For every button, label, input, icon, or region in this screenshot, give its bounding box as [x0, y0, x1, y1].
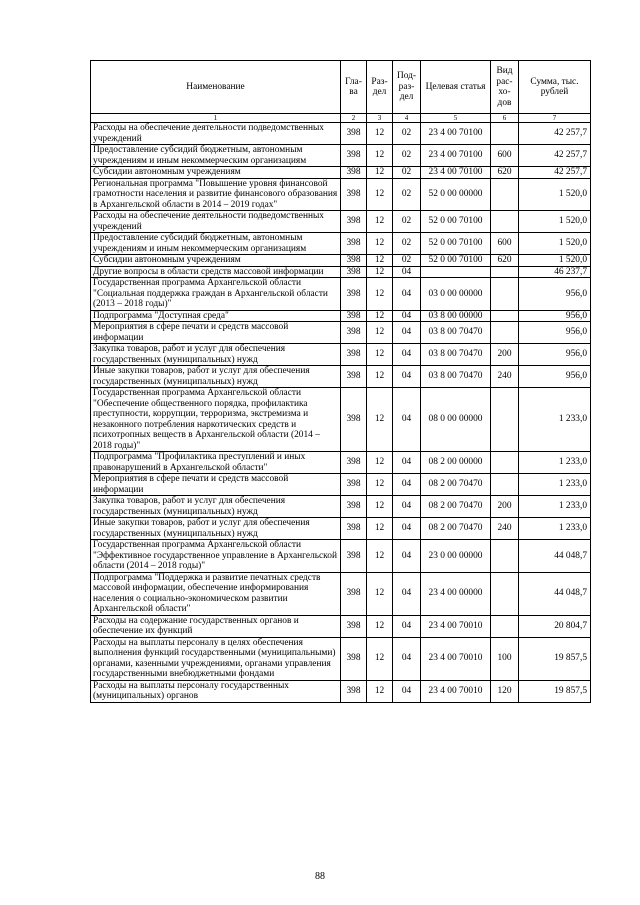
- row-statya-cell: 52 0 00 00000: [421, 178, 491, 211]
- row-vid-cell: [491, 310, 519, 322]
- row-statya-cell: 23 4 00 70010: [421, 680, 491, 702]
- row-summa-cell: 46 237,7: [519, 266, 591, 278]
- row-razdel-cell: 12: [367, 344, 393, 366]
- row-glava-cell: 398: [341, 266, 367, 278]
- row-razdel-cell: 12: [367, 211, 393, 233]
- row-glava-cell: 398: [341, 211, 367, 233]
- row-name-cell: Государственная программа Архангельской области "Обеспечение общественного порядка, профилактика преступности, коррупции, терроризма, экстремизма и незаконного потребления наркотических средств и психотропных веществ в Архангельской области (2014 – 2018 годы)": [91, 388, 341, 452]
- row-podrazdel-cell: 04: [393, 366, 421, 388]
- header-summa: Сумма, тыс. рублей: [519, 61, 591, 114]
- row-podrazdel-cell: 04: [393, 540, 421, 573]
- row-name-cell: Подпрограмма "Доступная среда": [91, 310, 341, 322]
- row-name-cell: Подпрограмма "Профилактика преступлений и иных правонарушений в Архангельской области": [91, 452, 341, 474]
- row-summa-cell: 956,0: [519, 344, 591, 366]
- row-glava-cell: 398: [341, 366, 367, 388]
- row-vid-cell: 620: [491, 255, 519, 267]
- row-razdel-cell: 12: [367, 518, 393, 540]
- row-statya-cell: 03 8 00 70470: [421, 366, 491, 388]
- row-vid-cell: [491, 266, 519, 278]
- row-podrazdel-cell: 04: [393, 496, 421, 518]
- row-podrazdel-cell: 02: [393, 167, 421, 179]
- row-statya-cell: 23 4 00 70100: [421, 123, 491, 145]
- row-statya-cell: 08 2 00 70470: [421, 518, 491, 540]
- table-row: [91, 167, 591, 179]
- row-name-cell: Закупка товаров, работ и услуг для обеспечения государственных (муниципальных) нужд: [91, 496, 341, 518]
- row-name-cell: Иные закупки товаров, работ и услуг для обеспечения государственных (муниципальных) нужд: [91, 518, 341, 540]
- row-summa-cell: 1 233,0: [519, 474, 591, 496]
- row-podrazdel-cell: 02: [393, 255, 421, 267]
- row-statya-cell: 08 2 00 70470: [421, 474, 491, 496]
- row-statya-cell: 08 2 00 00000: [421, 452, 491, 474]
- row-podrazdel-cell: 04: [393, 452, 421, 474]
- col-number: 3: [367, 114, 393, 123]
- row-razdel-cell: 12: [367, 540, 393, 573]
- row-razdel-cell: 12: [367, 145, 393, 167]
- row-podrazdel-cell: 02: [393, 178, 421, 211]
- row-summa-cell: 1 520,0: [519, 255, 591, 267]
- row-vid-cell: 600: [491, 233, 519, 255]
- table-row: [91, 572, 591, 615]
- table-row: [91, 145, 591, 167]
- table-row: [91, 366, 591, 388]
- row-summa-cell: 42 257,7: [519, 145, 591, 167]
- row-name-cell: Мероприятия в сфере печати и средств массовой информации: [91, 322, 341, 344]
- row-vid-cell: 600: [491, 145, 519, 167]
- row-statya-cell: 52 0 00 70100: [421, 211, 491, 233]
- row-glava-cell: 398: [341, 278, 367, 311]
- row-summa-cell: 956,0: [519, 322, 591, 344]
- row-name-cell: Расходы на обеспечение деятельности подведомственных учреждений: [91, 123, 341, 145]
- row-razdel-cell: 12: [367, 572, 393, 615]
- row-vid-cell: 200: [491, 344, 519, 366]
- row-statya-cell: 23 4 00 70010: [421, 637, 491, 680]
- row-statya-cell: 52 0 00 70100: [421, 233, 491, 255]
- row-razdel-cell: 12: [367, 310, 393, 322]
- row-name-cell: Иные закупки товаров, работ и услуг для обеспечения государственных (муниципальных) нужд: [91, 366, 341, 388]
- row-razdel-cell: 12: [367, 474, 393, 496]
- table-row: [91, 518, 591, 540]
- row-summa-cell: 1 233,0: [519, 518, 591, 540]
- column-number-row: [91, 114, 591, 123]
- row-podrazdel-cell: 04: [393, 278, 421, 311]
- row-podrazdel-cell: 04: [393, 572, 421, 615]
- row-vid-cell: [491, 123, 519, 145]
- row-statya-cell: 52 0 00 70100: [421, 255, 491, 267]
- row-summa-cell: 42 257,7: [519, 123, 591, 145]
- row-name-cell: Государственная программа Архангельской области "Эффективное государственное управление в Архангельской области (2014 – 2018 годы)": [91, 540, 341, 573]
- col-number: 2: [341, 114, 367, 123]
- row-name-cell: Подпрограмма "Поддержка и развитие печатных средств массовой информации, обеспечение информирования населения о социально-экономическом развитии Архангельской области": [91, 572, 341, 615]
- row-podrazdel-cell: 04: [393, 474, 421, 496]
- row-glava-cell: 398: [341, 233, 367, 255]
- row-summa-cell: 1 520,0: [519, 211, 591, 233]
- row-statya-cell: 23 4 00 70010: [421, 615, 491, 637]
- row-name-cell: Расходы на содержание государственных органов и обеспечение их функций: [91, 615, 341, 637]
- row-podrazdel-cell: 02: [393, 211, 421, 233]
- row-summa-cell: 19 857,5: [519, 637, 591, 680]
- table-row: [91, 211, 591, 233]
- row-razdel-cell: 12: [367, 123, 393, 145]
- row-glava-cell: 398: [341, 344, 367, 366]
- row-glava-cell: 398: [341, 452, 367, 474]
- header-podrazdel: Под-раз-дел: [393, 61, 421, 114]
- row-vid-cell: 200: [491, 496, 519, 518]
- row-statya-cell: [421, 266, 491, 278]
- table-row: [91, 637, 591, 680]
- row-razdel-cell: 12: [367, 680, 393, 702]
- row-podrazdel-cell: 02: [393, 123, 421, 145]
- row-glava-cell: 398: [341, 322, 367, 344]
- row-vid-cell: [491, 615, 519, 637]
- table-row: [91, 615, 591, 637]
- row-vid-cell: [491, 322, 519, 344]
- row-summa-cell: 1 233,0: [519, 496, 591, 518]
- page-number: 88: [315, 871, 325, 882]
- row-name-cell: Государственная программа Архангельской области "Социальная поддержка граждан в Архангельской области (2013 – 2018 годы)": [91, 278, 341, 311]
- row-name-cell: Региональная программа "Повышение уровня финансовой грамотности населения и развитие финансового образования в Архангельской области в 2014 – 2019 годах": [91, 178, 341, 211]
- row-podrazdel-cell: 04: [393, 518, 421, 540]
- row-vid-cell: 100: [491, 637, 519, 680]
- row-razdel-cell: 12: [367, 178, 393, 211]
- header-statya: Целевая статья: [421, 61, 491, 114]
- row-summa-cell: 956,0: [519, 366, 591, 388]
- table-row: [91, 540, 591, 573]
- table-row: [91, 266, 591, 278]
- table-row: [91, 680, 591, 702]
- row-glava-cell: 398: [341, 310, 367, 322]
- row-razdel-cell: 12: [367, 637, 393, 680]
- row-statya-cell: 08 2 00 70470: [421, 496, 491, 518]
- col-number: 6: [491, 114, 519, 123]
- row-name-cell: Другие вопросы в области средств массовой информации: [91, 266, 341, 278]
- row-statya-cell: 23 4 00 70100: [421, 167, 491, 179]
- row-razdel-cell: 12: [367, 233, 393, 255]
- row-summa-cell: 1 233,0: [519, 452, 591, 474]
- table-row: [91, 344, 591, 366]
- row-glava-cell: 398: [341, 615, 367, 637]
- row-podrazdel-cell: 02: [393, 145, 421, 167]
- row-razdel-cell: 12: [367, 266, 393, 278]
- row-statya-cell: 23 0 00 00000: [421, 540, 491, 573]
- row-statya-cell: 23 4 00 70100: [421, 145, 491, 167]
- row-name-cell: Предоставление субсидий бюджетным, автономным учреждениям и иным некоммерческим организациям: [91, 233, 341, 255]
- table-body: [91, 123, 591, 703]
- row-summa-cell: 1 520,0: [519, 233, 591, 255]
- table-row: [91, 278, 591, 311]
- row-name-cell: Предоставление субсидий бюджетным, автономным учреждениям и иным некоммерческим организациям: [91, 145, 341, 167]
- row-vid-cell: [491, 388, 519, 452]
- row-name-cell: Мероприятия в сфере печати и средств массовой информации: [91, 474, 341, 496]
- row-name-cell: Расходы на выплаты персоналу в целях обеспечения выполнения функций государственными (муниципальными) органами, казенными учреждениями, органами управления государственными внебюджетными фондами: [91, 637, 341, 680]
- table-row: [91, 233, 591, 255]
- table-row: [91, 310, 591, 322]
- header-glava: Гла-ва: [341, 61, 367, 114]
- row-podrazdel-cell: 02: [393, 233, 421, 255]
- row-glava-cell: 398: [341, 680, 367, 702]
- row-summa-cell: 1 520,0: [519, 178, 591, 211]
- row-razdel-cell: 12: [367, 615, 393, 637]
- row-razdel-cell: 12: [367, 452, 393, 474]
- row-podrazdel-cell: 04: [393, 615, 421, 637]
- row-glava-cell: 398: [341, 637, 367, 680]
- row-podrazdel-cell: 04: [393, 266, 421, 278]
- row-summa-cell: 44 048,7: [519, 572, 591, 615]
- row-vid-cell: 240: [491, 366, 519, 388]
- row-summa-cell: 42 257,7: [519, 167, 591, 179]
- row-glava-cell: 398: [341, 540, 367, 573]
- budget-table: [90, 60, 591, 703]
- row-glava-cell: 398: [341, 388, 367, 452]
- row-razdel-cell: 12: [367, 366, 393, 388]
- row-razdel-cell: 12: [367, 167, 393, 179]
- table-row: [91, 474, 591, 496]
- row-statya-cell: 03 8 00 70470: [421, 344, 491, 366]
- row-glava-cell: 398: [341, 167, 367, 179]
- row-glava-cell: 398: [341, 496, 367, 518]
- row-summa-cell: 956,0: [519, 278, 591, 311]
- table-header-row: [91, 61, 591, 114]
- row-statya-cell: 03 8 00 70470: [421, 322, 491, 344]
- row-vid-cell: 620: [491, 167, 519, 179]
- table-row: [91, 322, 591, 344]
- row-vid-cell: [491, 278, 519, 311]
- col-number: 4: [393, 114, 421, 123]
- row-summa-cell: 1 233,0: [519, 388, 591, 452]
- header-vid: Вид рас-хо-дов: [491, 61, 519, 114]
- row-podrazdel-cell: 04: [393, 310, 421, 322]
- col-number: 5: [421, 114, 491, 123]
- row-podrazdel-cell: 04: [393, 637, 421, 680]
- row-podrazdel-cell: 04: [393, 344, 421, 366]
- row-summa-cell: 20 804,7: [519, 615, 591, 637]
- row-vid-cell: [491, 540, 519, 573]
- row-vid-cell: [491, 178, 519, 211]
- header-razdel: Раз-дел: [367, 61, 393, 114]
- row-vid-cell: [491, 474, 519, 496]
- row-razdel-cell: 12: [367, 388, 393, 452]
- row-vid-cell: 240: [491, 518, 519, 540]
- row-glava-cell: 398: [341, 474, 367, 496]
- row-razdel-cell: 12: [367, 278, 393, 311]
- header-name: Наименование: [91, 61, 341, 114]
- row-glava-cell: 398: [341, 255, 367, 267]
- row-summa-cell: 956,0: [519, 310, 591, 322]
- row-glava-cell: 398: [341, 123, 367, 145]
- row-summa-cell: 44 048,7: [519, 540, 591, 573]
- row-name-cell: Закупка товаров, работ и услуг для обеспечения государственных (муниципальных) нужд: [91, 344, 341, 366]
- row-name-cell: Расходы на выплаты персоналу государственных (муниципальных) органов: [91, 680, 341, 702]
- row-podrazdel-cell: 04: [393, 322, 421, 344]
- row-razdel-cell: 12: [367, 322, 393, 344]
- table-row: [91, 452, 591, 474]
- table-row: [91, 388, 591, 452]
- row-vid-cell: [491, 211, 519, 233]
- col-number: 1: [91, 114, 341, 123]
- row-glava-cell: 398: [341, 518, 367, 540]
- row-glava-cell: 398: [341, 145, 367, 167]
- row-name-cell: Субсидии автономным учреждениям: [91, 167, 341, 179]
- row-statya-cell: 03 0 00 00000: [421, 278, 491, 311]
- table-row: [91, 496, 591, 518]
- col-number: 7: [519, 114, 591, 123]
- table-row: [91, 255, 591, 267]
- row-name-cell: Субсидии автономным учреждениям: [91, 255, 341, 267]
- budget-table-page: [90, 60, 590, 703]
- row-podrazdel-cell: 04: [393, 388, 421, 452]
- row-statya-cell: 03 8 00 00000: [421, 310, 491, 322]
- row-statya-cell: 23 4 00 00000: [421, 572, 491, 615]
- table-row: [91, 178, 591, 211]
- row-statya-cell: 08 0 00 00000: [421, 388, 491, 452]
- row-vid-cell: 120: [491, 680, 519, 702]
- row-glava-cell: 398: [341, 572, 367, 615]
- row-summa-cell: 19 857,5: [519, 680, 591, 702]
- row-podrazdel-cell: 04: [393, 680, 421, 702]
- table-row: [91, 123, 591, 145]
- row-name-cell: Расходы на обеспечение деятельности подведомственных учреждений: [91, 211, 341, 233]
- row-razdel-cell: 12: [367, 255, 393, 267]
- row-razdel-cell: 12: [367, 496, 393, 518]
- row-glava-cell: 398: [341, 178, 367, 211]
- row-vid-cell: [491, 572, 519, 615]
- row-vid-cell: [491, 452, 519, 474]
